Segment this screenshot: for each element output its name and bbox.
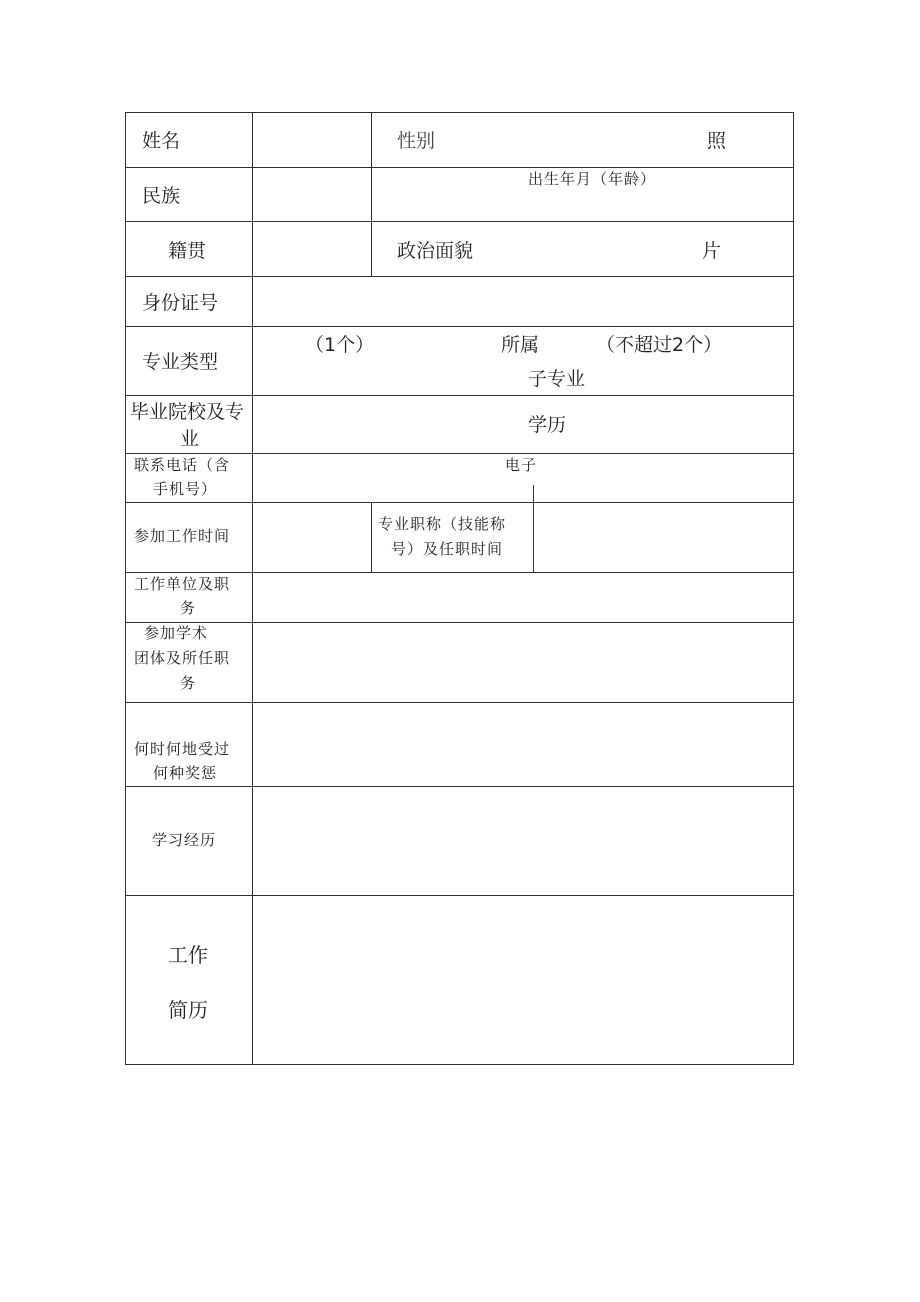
ethnicity-field[interactable] <box>253 168 371 221</box>
sub-major-label: 所属 <box>501 334 540 356</box>
birth-date-label: 出生年月（年龄） <box>528 170 657 188</box>
political-status-field[interactable] <box>480 222 690 276</box>
work-history-label-line2: 简历 <box>168 998 208 1022</box>
border-bottom <box>125 1064 794 1065</box>
academic-label-line3: 务 <box>180 674 197 692</box>
work-history-field[interactable] <box>253 896 793 1064</box>
sub-major-label-line2: 子专业 <box>528 368 586 390</box>
political-status-label: 政治面貌 <box>397 240 474 262</box>
native-place-label: 籍贯 <box>168 240 207 262</box>
id-number-field[interactable] <box>253 277 793 326</box>
photo-label-bottom: 片 <box>702 240 722 262</box>
phone-field[interactable] <box>253 454 503 502</box>
school-major-field[interactable] <box>253 396 523 453</box>
study-history-field[interactable] <box>253 787 793 895</box>
email-field[interactable] <box>534 454 793 502</box>
border-left <box>125 112 126 1065</box>
phone-label-line2: 手机号） <box>153 480 218 498</box>
major-type-count: （1个） <box>305 334 375 356</box>
education-field[interactable] <box>575 396 793 453</box>
awards-label-line2: 何种奖惩 <box>153 764 218 782</box>
employer-field[interactable] <box>253 573 793 622</box>
name-label: 姓名 <box>142 130 181 152</box>
school-major-label: 毕业院校及专 <box>130 401 245 423</box>
employer-label-line2: 务 <box>180 599 197 617</box>
ethnicity-label: 民族 <box>142 185 181 207</box>
work-start-field[interactable] <box>253 503 371 572</box>
work-history-label: 工作 <box>168 943 208 967</box>
id-number-label: 身份证号 <box>142 292 219 314</box>
gender-field[interactable] <box>440 113 690 167</box>
title-time-field[interactable] <box>534 503 793 572</box>
title-time-label-line2: 号）及任职时间 <box>391 540 504 558</box>
title-time-label: 专业职称（技能称 <box>378 515 507 533</box>
phone-label: 联系电话（含 <box>134 456 231 474</box>
row-divider <box>125 221 794 222</box>
photo-label-top: 照 <box>707 130 727 152</box>
employer-label: 工作单位及职 <box>134 575 231 593</box>
gender-label: 性别 <box>397 130 436 152</box>
study-history-label: 学习经历 <box>152 831 217 849</box>
awards-label: 何时何地受过 <box>134 740 231 758</box>
academic-field[interactable] <box>253 623 793 702</box>
name-field[interactable] <box>253 113 371 167</box>
major-type-label: 专业类型 <box>142 351 219 373</box>
sub-major-count: （不超过2个） <box>596 334 723 356</box>
column-divider <box>371 502 372 573</box>
native-place-field[interactable] <box>253 222 371 276</box>
school-major-label-line2: 业 <box>180 428 200 450</box>
border-right <box>793 112 794 1065</box>
awards-field[interactable] <box>253 703 793 786</box>
work-start-label: 参加工作时间 <box>134 527 231 545</box>
row-divider <box>125 167 794 168</box>
academic-label-line2: 团体及所任职 <box>134 649 231 667</box>
academic-label: 参加学术 <box>144 624 209 642</box>
education-label: 学历 <box>528 414 567 436</box>
birth-date-field[interactable] <box>372 193 793 221</box>
email-label: 电子 <box>505 456 538 474</box>
